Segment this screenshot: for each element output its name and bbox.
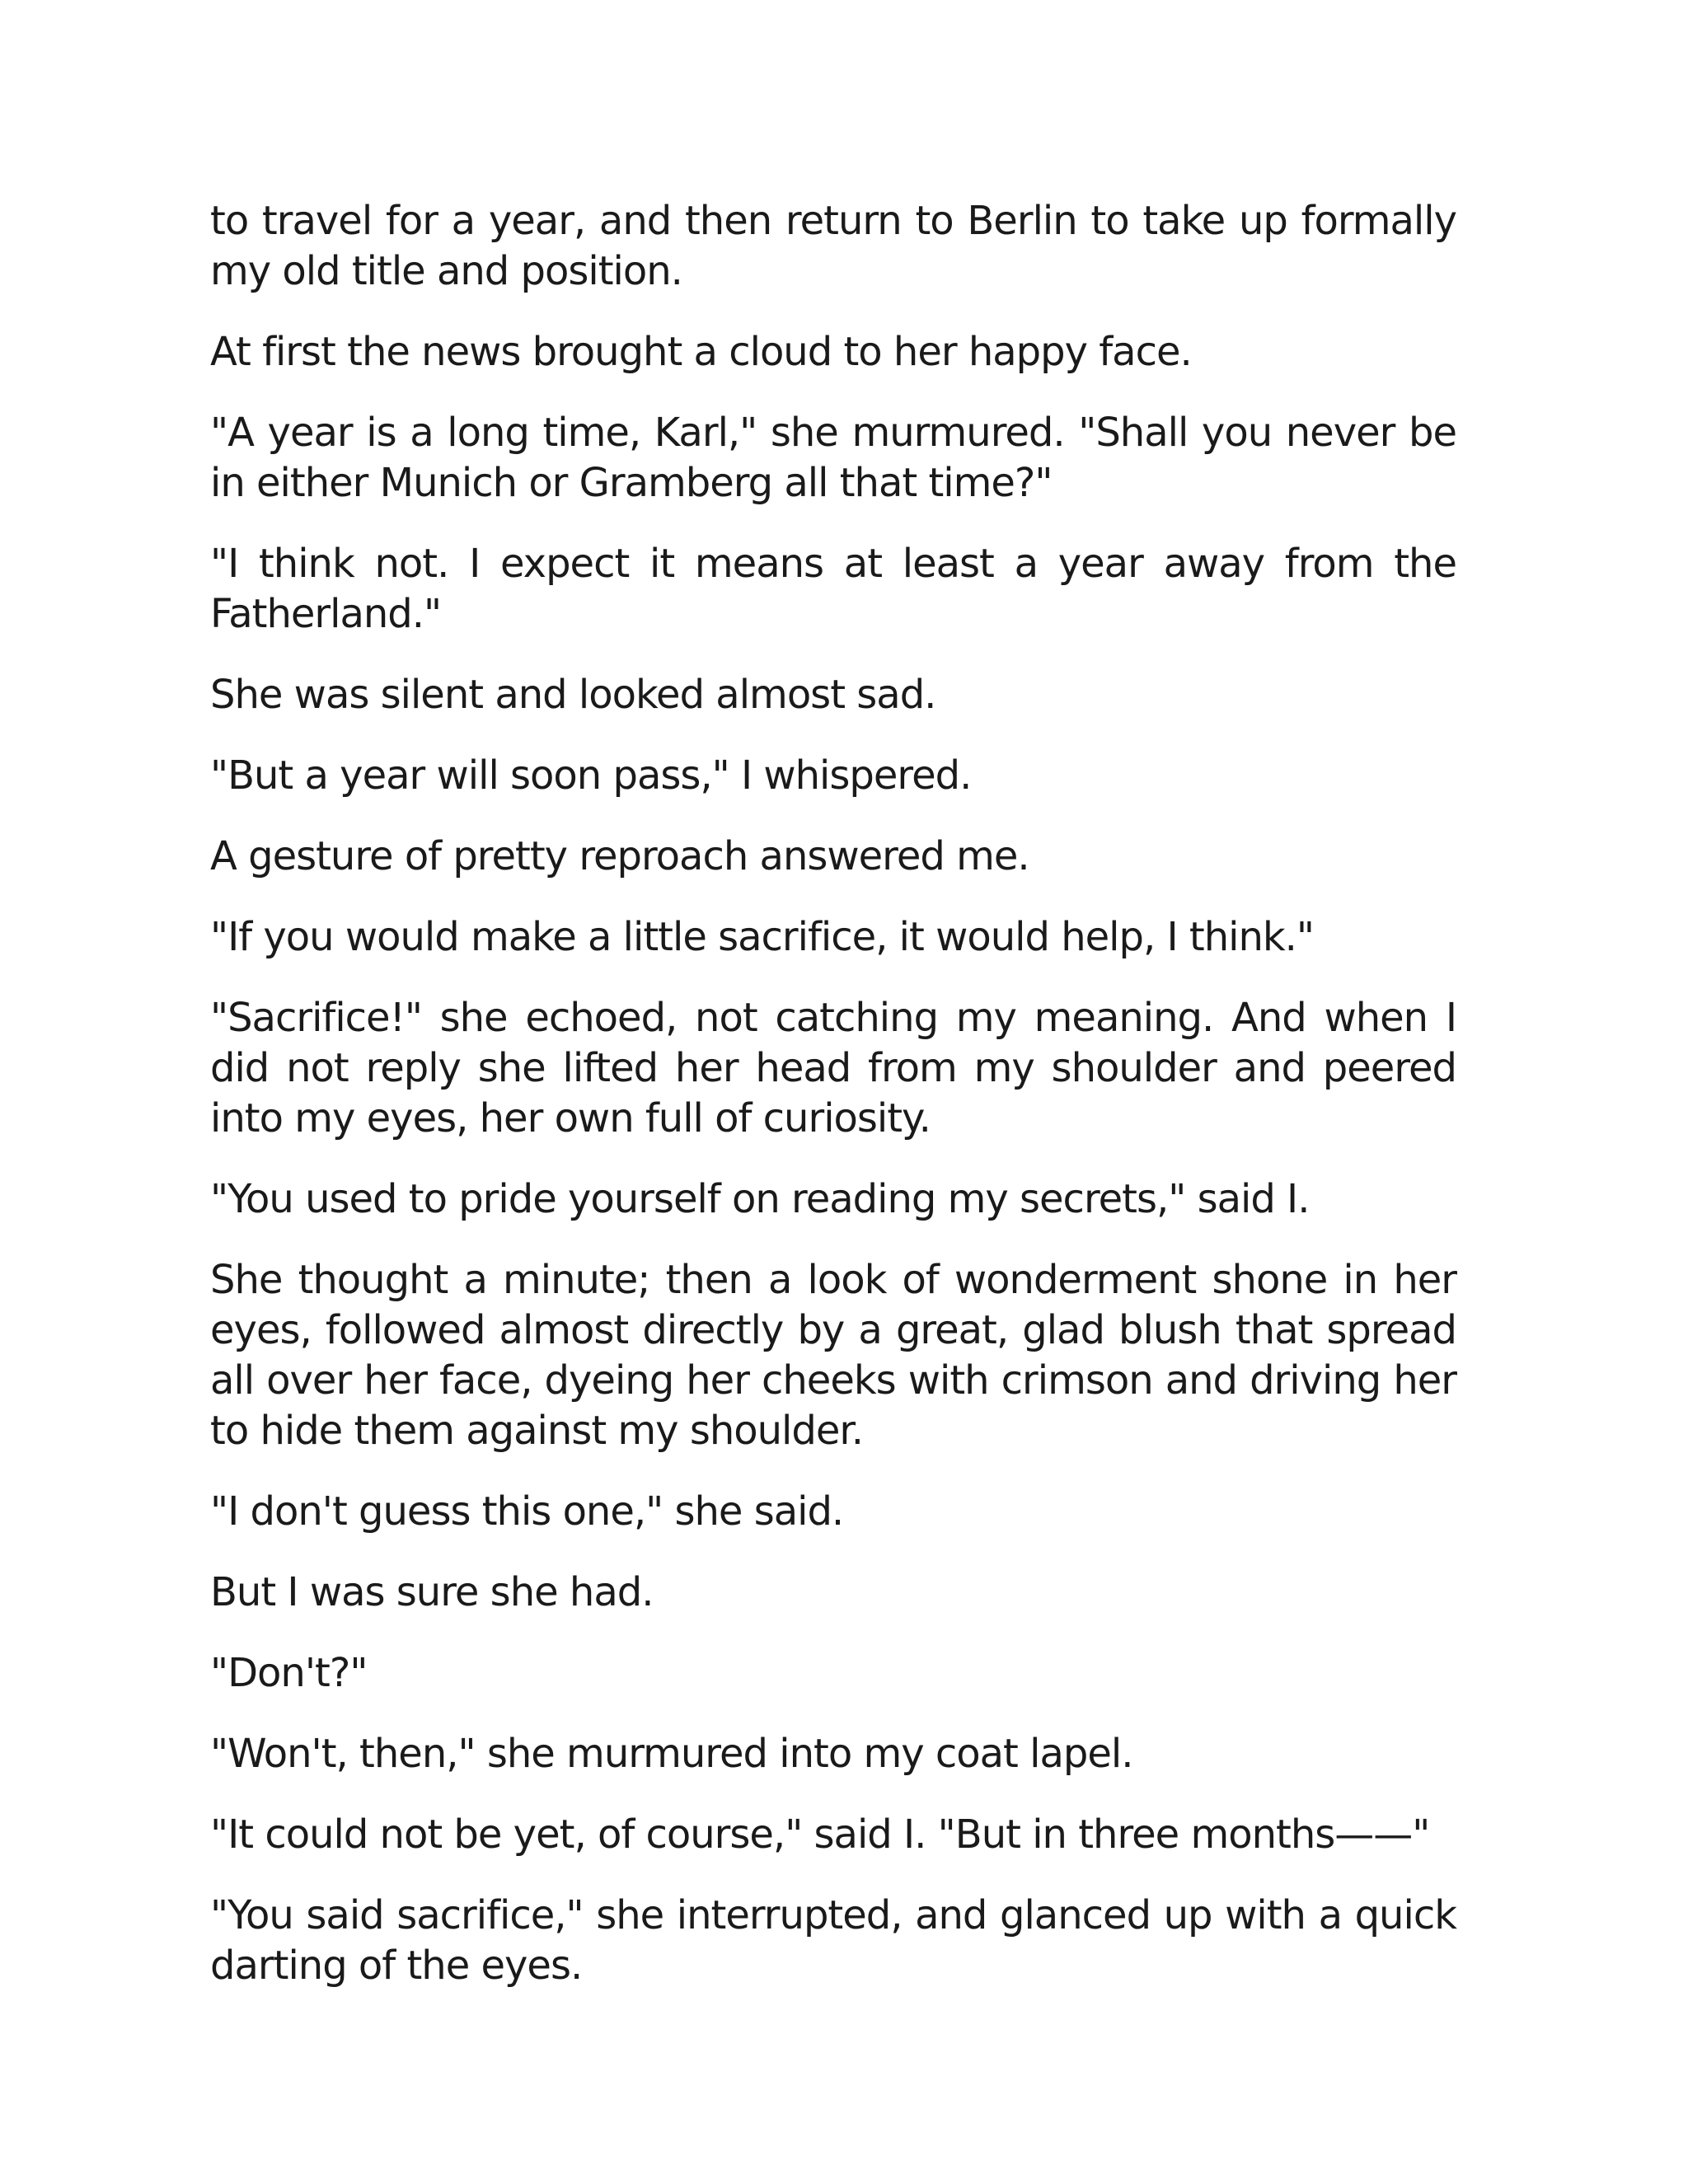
paragraph: to travel for a year, and then return to Berlin to take up formally my old title and position. bbox=[210, 198, 1456, 294]
paragraph: "You used to pride yourself on reading my secrets," said I. bbox=[210, 1176, 1310, 1222]
paragraph: At first the news brought a cloud to her happy face. bbox=[210, 329, 1192, 375]
paragraph: "If you would make a little sacrifice, it would help, I think." bbox=[210, 914, 1315, 960]
paragraph: She thought a minute; then a look of wonderment shone in her eyes, followed almost directly by a great, glad blush that spread all over her face, dyeing her cheeks with crimson and driving her to hide them against my shoulder. bbox=[210, 1257, 1456, 1454]
paragraph: "You said sacrifice," she interrupted, and glanced up with a quick darting of the eyes. bbox=[210, 1892, 1456, 1989]
paragraph: "Don't?" bbox=[210, 1650, 368, 1696]
paragraph: "Won't, then," she murmured into my coat lapel. bbox=[210, 1731, 1133, 1777]
body-text bbox=[210, 196, 1456, 1991]
paragraph: "But a year will soon pass," I whispered. bbox=[210, 752, 972, 799]
paragraph: She was silent and looked almost sad. bbox=[210, 672, 936, 718]
paragraph: "I think not. I expect it means at least a year away from the Fatherland." bbox=[210, 541, 1456, 637]
paragraph: "It could not be yet, of course," said I. "But in three months——" bbox=[210, 1811, 1430, 1858]
paragraph: But I was sure she had. bbox=[210, 1569, 654, 1615]
paragraph: "A year is a long time, Karl," she murmured. "Shall you never be in either Munich or Gramberg all that time?" bbox=[210, 410, 1456, 506]
paragraph: "Sacrifice!" she echoed, not catching my meaning. And when I did not reply she lifted her head from my shoulder and peered into my eyes, her own full of curiosity. bbox=[210, 995, 1456, 1141]
paragraph: A gesture of pretty reproach answered me. bbox=[210, 833, 1029, 879]
paragraph: "I don't guess this one," she said. bbox=[210, 1488, 844, 1535]
